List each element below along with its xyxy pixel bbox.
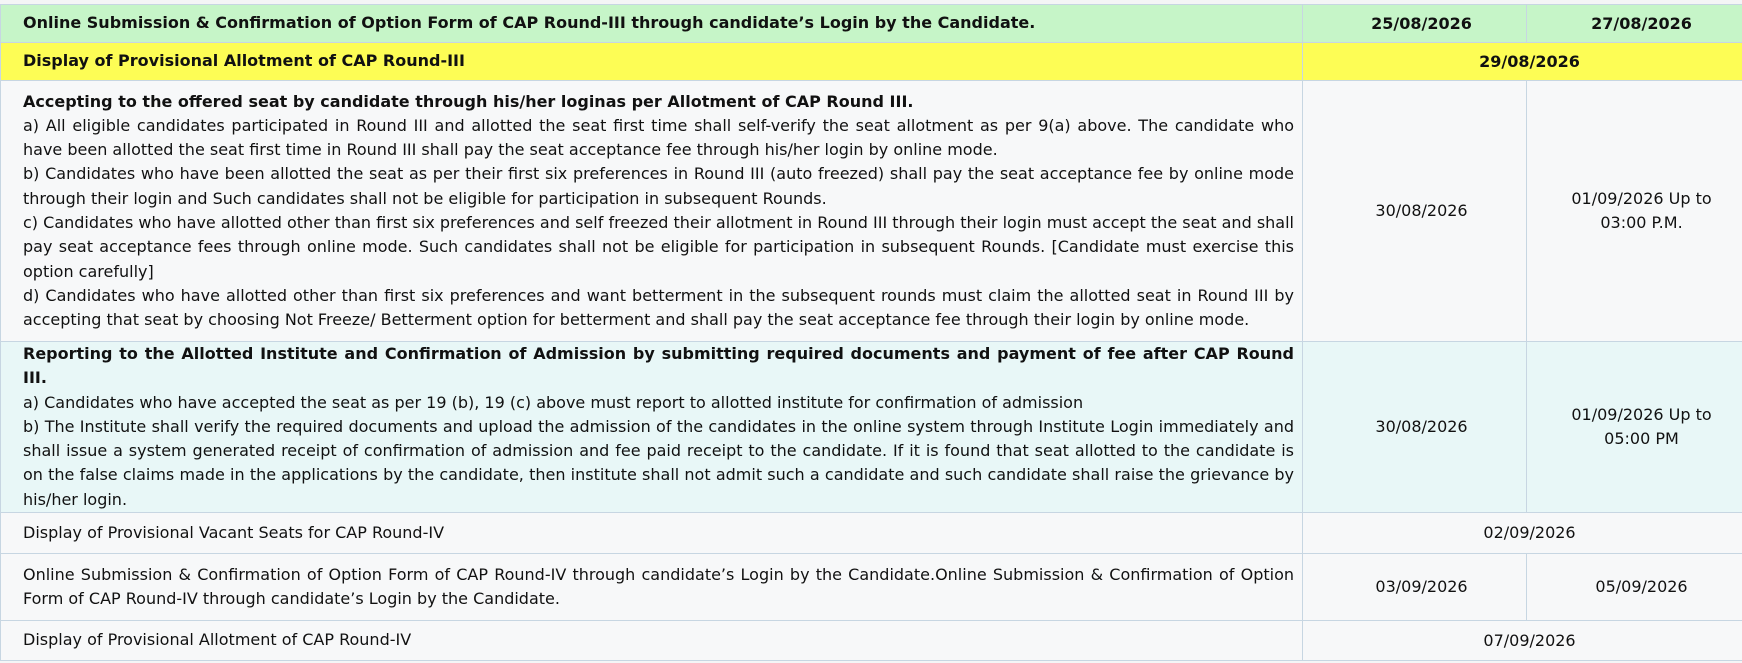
start-date: 03/09/2026 [1303,554,1527,621]
activity-date: 07/09/2026 [1303,621,1742,661]
activity-date: 29/08/2026 [1303,43,1742,81]
table-row [1,554,1742,621]
end-date: 27/08/2026 [1527,5,1742,43]
end-date: 05/09/2026 [1527,554,1742,621]
start-date: 30/08/2026 [1303,342,1527,513]
schedule-table [0,4,1742,661]
activity-description: Display of Provisional Allotment of CAP Round-III [1,43,1303,81]
activity-description [1,81,1303,342]
activity-point: c) Candidates who have allotted other than first six preferences and self freezed their allotment in Round III through their login must accept the seat and shall pay seat acceptance fees through online mode. Such candidates shall not be eligible for participation in subsequent Rounds. [Candidate must exercise this option carefully] [23,211,1294,284]
start-date: 30/08/2026 [1303,81,1527,342]
end-date: 01/09/2026 Up to 05:00 PM [1527,342,1742,513]
table-row [1,81,1742,342]
table-row [1,342,1742,513]
end-date: 01/09/2026 Up to 03:00 P.M. [1527,81,1742,342]
activity-heading: Reporting to the Allotted Institute and Confirmation of Admission by submitting required documents and payment of fee after CAP Round III. [23,342,1294,391]
activity-description: Online Submission & Confirmation of Option Form of CAP Round-III through candidate’s Login by the Candidate. [1,5,1303,43]
activity-heading: Accepting to the offered seat by candidate through his/her loginas per Allotment of CAP Round III. [23,90,1294,114]
activity-description: Display of Provisional Allotment of CAP Round-IV [1,621,1303,661]
activity-description: Online Submission & Confirmation of Option Form of CAP Round-IV through candidate’s Login by the Candidate.Online Submission & Confirmation of Option Form of CAP Round-IV through candidate’s Login by the Candidate. [1,554,1303,621]
activity-description: Display of Provisional Vacant Seats for CAP Round-IV [1,513,1303,554]
table-row [1,43,1742,81]
activity-point: b) The Institute shall verify the required documents and upload the admission of the candidates in the online system through Institute Login immediately and shall issue a system generated receipt of confirmation of admission and fee paid receipt to the candidate. If it is found that seat allotted to the candidate is on the false claims made in the applications by the candidate, then institute shall not admit such a candidate and such candidate shall raise the grievance by his/her login. [23,415,1294,512]
start-date: 25/08/2026 [1303,5,1527,43]
activity-point: a) Candidates who have accepted the seat as per 19 (b), 19 (c) above must report to allotted institute for confirmation of admission [23,391,1294,415]
activity-point: a) All eligible candidates participated in Round III and allotted the seat first time shall self-verify the seat allotment as per 9(a) above. The candidate who have been allotted the seat first time in Round III shall pay the seat acceptance fee through his/her login by online mode. [23,114,1294,163]
activity-date: 02/09/2026 [1303,513,1742,554]
table-row [1,513,1742,554]
activity-point: b) Candidates who have been allotted the seat as per their first six preferences in Round III (auto freezed) shall pay the seat acceptance fee by online mode through their login and Such candidates shall not be eligible for participation in subsequent Rounds. [23,162,1294,211]
table-row [1,621,1742,661]
activity-point: d) Candidates who have allotted other than first six preferences and want betterment in the subsequent rounds must claim the allotted seat in Round III by accepting that seat by choosing Not Freeze/ Betterment option for betterment and shall pay the seat acceptance fee through their login by online mode. [23,284,1294,333]
activity-description [1,342,1303,513]
table-row [1,5,1742,43]
